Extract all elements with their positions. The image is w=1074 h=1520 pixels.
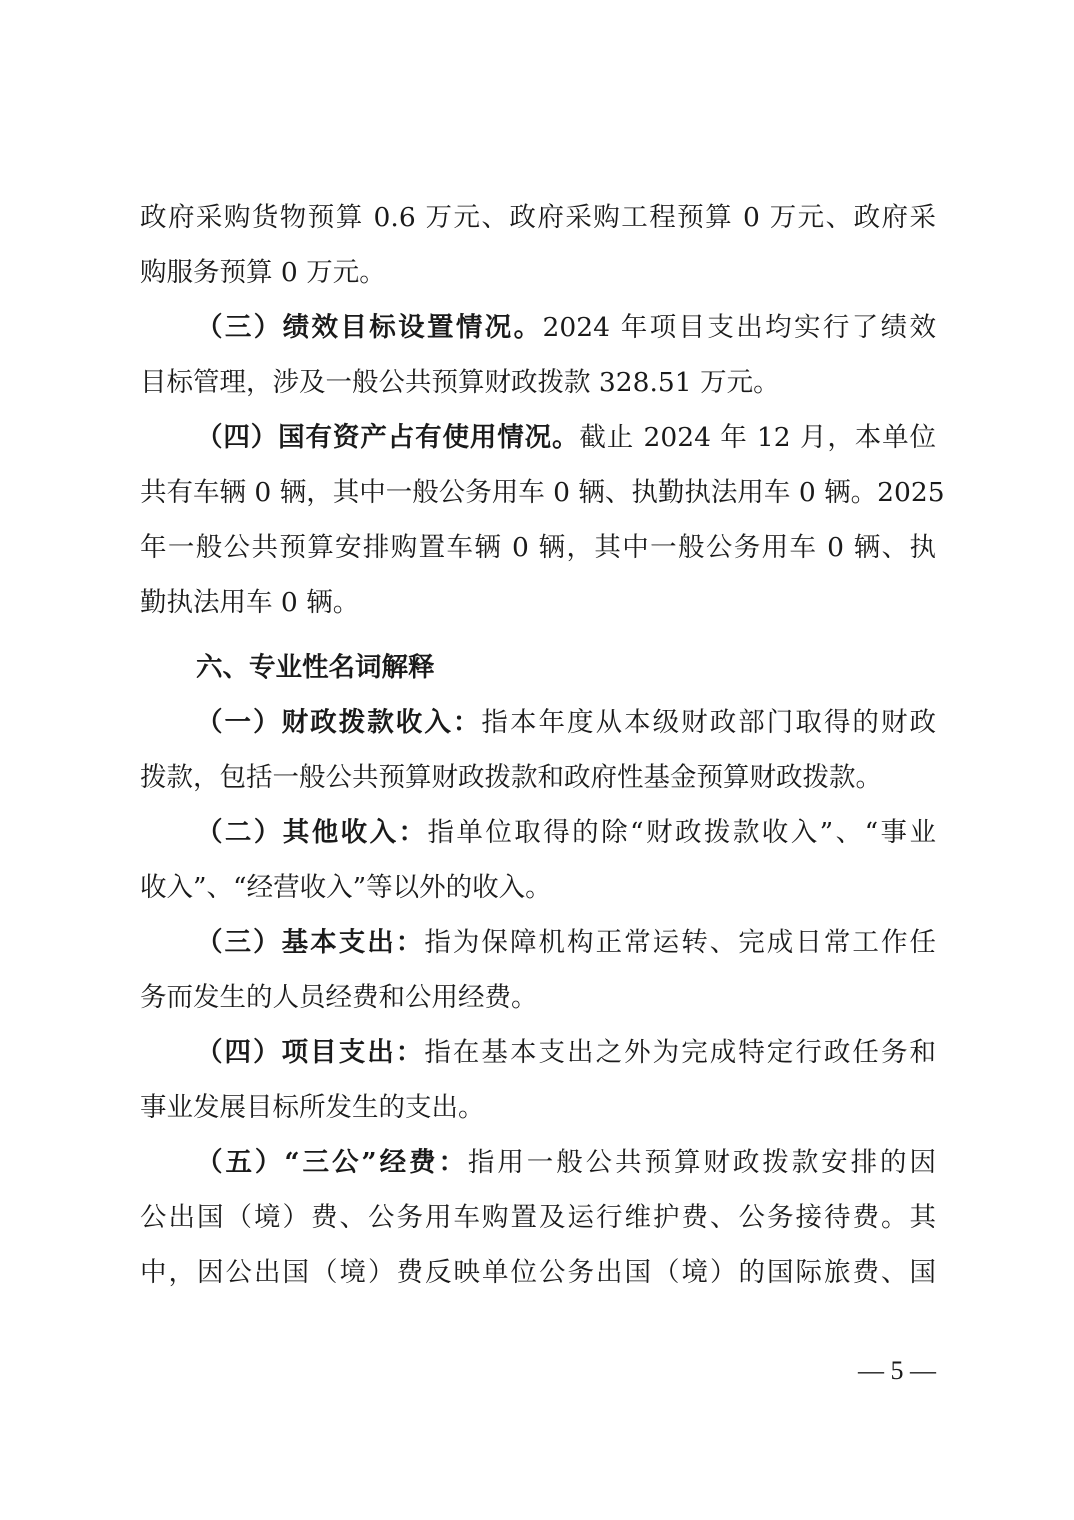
section-heading: 六、专业性名词解释 [196,652,435,683]
paragraph-lead: （四）国有资产占有使用情况。 [196,422,580,453]
paragraph-line [140,410,936,465]
paragraph-text: 截止 2024 年 12 月，本单位 [579,422,937,453]
paragraph-lead: （一）财政拨款收入： [196,707,482,738]
paragraph-text: 2024 年项目支出均实行了绩效 [542,312,936,343]
paragraph-line: 拨款，包括一般公共预算财政拨款和政府性基金预算财政拨款。 [140,762,882,793]
paragraph-line [140,1025,936,1080]
paragraph-line: 年一般公共预算安排购置车辆 0 辆，其中一般公务用车 0 辆、执 [140,532,936,563]
paragraph-line: 购服务预算 0 万元。 [140,257,386,288]
paragraph-lead: （三）基本支出： [196,927,425,958]
paragraph-line: 勤执法用车 0 辆。 [140,587,360,618]
paragraph-lead: （三）绩效目标设置情况。 [196,312,543,343]
paragraph-lead: （五）“三公”经费： [196,1147,468,1178]
paragraph-line [140,915,936,970]
paragraph-lead: （二）其他收入： [196,817,428,848]
paragraph-line: 事业发展目标所发生的支出。 [140,1092,485,1123]
paragraph-line: 目标管理，涉及一般公共预算财政拨款 328.51 万元。 [140,367,780,398]
paragraph-line [140,805,936,860]
paragraph-text: 指用一般公共预算财政拨款安排的因 [467,1147,936,1178]
paragraph-line [140,1135,936,1190]
paragraph-line: 收入”、“经营收入”等以外的收入。 [140,872,552,903]
paragraph-line: 公出国（境）费、公务用车购置及运行维护费、公务接待费。其 [140,1202,936,1233]
paragraph-text: 指为保障机构正常运转、完成日常工作任 [424,927,937,958]
paragraph-text: 指在基本支出之外为完成特定行政任务和 [424,1037,937,1068]
paragraph-line: 政府采购货物预算 0.6 万元、政府采购工程预算 0 万元、政府采 [140,202,936,233]
paragraph-text: 指单位取得的除“财政拨款收入”、“事业 [427,817,936,848]
document-body [140,190,945,1300]
paragraph-lead: （四）项目支出： [196,1037,425,1068]
paragraph-line: 共有车辆 0 辆，其中一般公务用车 0 辆、执勤执法用车 0 辆。2025 [140,477,945,508]
paragraph-line: 务而发生的人员经费和公用经费。 [140,982,538,1013]
paragraph-line: 中，因公出国（境）费反映单位公务出国（境）的国际旅费、国 [140,1257,936,1288]
paragraph-text: 指本年度从本级财政部门取得的财政 [481,707,937,738]
paragraph-line [140,695,936,750]
page-number: — 5 — [858,1356,936,1385]
paragraph-line [140,300,936,355]
